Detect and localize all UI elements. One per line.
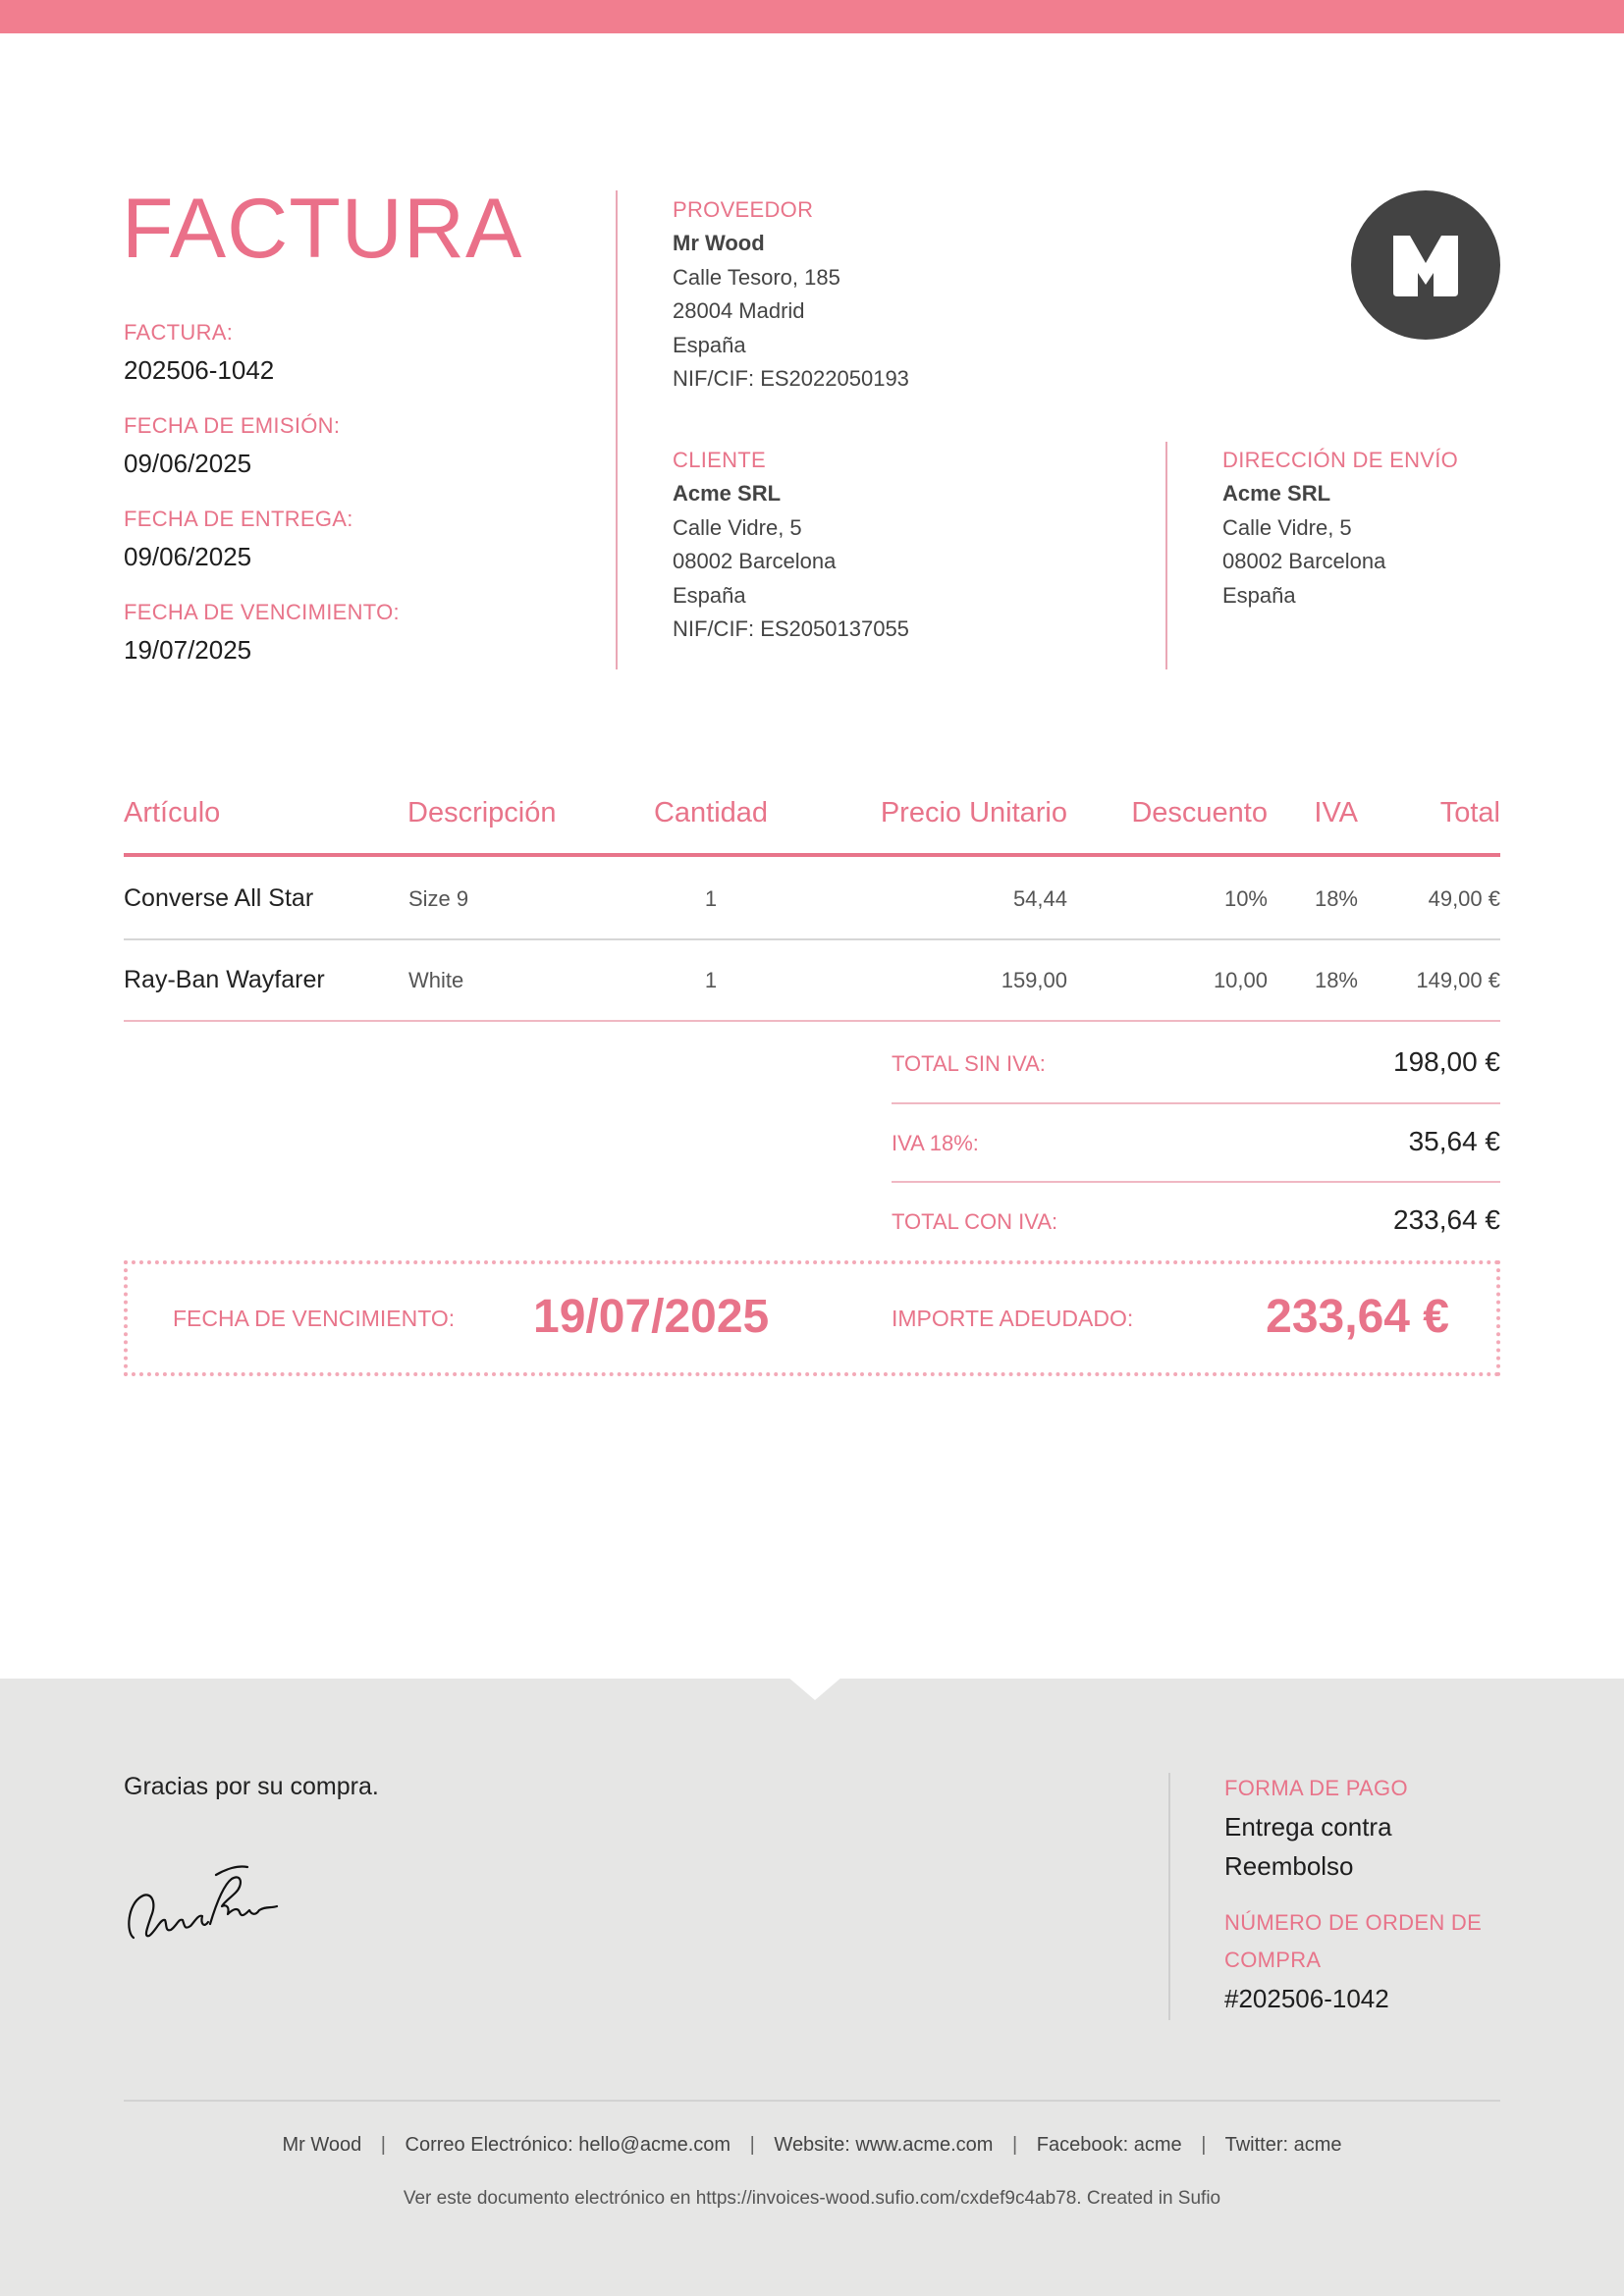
- client-name: Acme SRL: [673, 481, 782, 506]
- purchase-order-label-line2: COMPRA: [1224, 1948, 1322, 1972]
- delivery-date-block: [124, 507, 595, 572]
- subtotal-value: 198,00 €: [1393, 1046, 1500, 1077]
- vat-value: 35,64 €: [1408, 1126, 1500, 1156]
- client-address2: 08002 Barcelona: [673, 549, 837, 573]
- row1-vat: 18%: [1314, 886, 1358, 911]
- issue-date: 09/06/2025: [124, 449, 252, 478]
- meta-divider: [616, 190, 618, 669]
- footer-divider: [1168, 1773, 1170, 2020]
- footer-notch: [787, 1677, 842, 1700]
- column-header-discount: Descuento: [1131, 797, 1268, 828]
- top-accent-bar: [0, 0, 1624, 33]
- row2-unit-price: 159,00: [1001, 968, 1067, 992]
- total-value: 233,64 €: [1393, 1204, 1500, 1235]
- column-header-quantity: Cantidad: [653, 797, 769, 828]
- row1-unit-price: 54,44: [1012, 886, 1067, 911]
- shipping-name: Acme SRL: [1222, 481, 1331, 506]
- due-date: 19/07/2025: [124, 635, 252, 665]
- supplier-address1: Calle Tesoro, 185: [673, 264, 840, 290]
- due-date-block: [124, 600, 595, 666]
- row2-description: White: [408, 968, 464, 992]
- purchase-order-label-line1: NÚMERO DE ORDEN DE: [1224, 1910, 1483, 1935]
- issue-date-block: [124, 413, 595, 479]
- payment-method-line2: Reembolso: [1224, 1851, 1354, 1881]
- payment-method-label: FORMA DE PAGO: [1224, 1776, 1408, 1800]
- invoice-number-label: FACTURA:: [124, 320, 234, 345]
- contact-separator: |: [749, 2134, 755, 2156]
- amount-due-box: [124, 1260, 1500, 1376]
- page-title: FACTURA: [122, 182, 523, 276]
- row1-description: Size 9: [408, 886, 469, 911]
- document-link-note[interactable]: Ver este documento electrónico en https://invoices-wood.sufio.com/cxdef9c4ab78. Created in Sufio: [403, 2188, 1221, 2209]
- totals-rule: [892, 1102, 1500, 1104]
- issue-date-label: FECHA DE EMISIÓN:: [124, 413, 341, 438]
- delivery-date: 09/06/2025: [124, 542, 252, 571]
- due-box-date: 19/07/2025: [533, 1291, 770, 1343]
- due-box-date-label: FECHA DE VENCIMIENTO:: [173, 1306, 456, 1331]
- row1-item: Converse All Star: [124, 884, 314, 912]
- shipping-label: DIRECCIÓN DE ENVÍO: [1222, 448, 1459, 472]
- column-header-description: Descripción: [407, 797, 557, 828]
- table-header-rule: [124, 853, 1500, 857]
- row2-item: Ray-Ban Wayfarer: [124, 966, 325, 993]
- contact-line: [0, 2134, 1624, 2157]
- vat-label: IVA 18%:: [892, 1131, 979, 1155]
- total-label: TOTAL CON IVA:: [892, 1209, 1058, 1234]
- due-box-amount-label: IMPORTE ADEUDADO:: [892, 1306, 1134, 1331]
- payment-method-block: [1224, 1770, 1519, 1886]
- due-box-amount: 233,64 €: [1266, 1291, 1449, 1343]
- client-block: [673, 444, 1134, 647]
- shipping-block: [1222, 444, 1507, 613]
- row2-quantity: 1: [704, 968, 718, 992]
- row2-discount: 10,00: [1213, 968, 1268, 992]
- column-header-vat: IVA: [1314, 797, 1358, 828]
- invoice-number: 202506-1042: [124, 355, 275, 385]
- row1-total: 49,00 €: [1428, 886, 1500, 911]
- footer-rule: [124, 2100, 1500, 2102]
- column-header-total: Total: [1439, 797, 1500, 828]
- shipping-address1: Calle Vidre, 5: [1222, 514, 1352, 540]
- delivery-date-label: FECHA DE ENTREGA:: [124, 507, 353, 531]
- row1-quantity: 1: [704, 886, 718, 911]
- supplier-address2: 28004 Madrid: [673, 298, 805, 323]
- column-header-item: Artículo: [124, 797, 221, 828]
- client-label: CLIENTE: [673, 448, 767, 472]
- payment-method-line1: Entrega contra: [1224, 1812, 1392, 1842]
- purchase-order-number: #202506-1042: [1224, 1984, 1389, 2013]
- shipping-country: España: [1222, 582, 1296, 608]
- shipping-address2: 08002 Barcelona: [1222, 549, 1386, 573]
- contact-separator: |: [380, 2134, 386, 2156]
- totals-rule: [892, 1181, 1500, 1183]
- client-country: España: [673, 582, 746, 608]
- column-header-unit-price: Precio Unitario: [880, 797, 1067, 828]
- row2-total: 149,00 €: [1416, 968, 1500, 992]
- contact-website-link[interactable]: Website: www.acme.com: [774, 2134, 994, 2156]
- signature-image: [122, 1845, 289, 1953]
- row1-discount: 10%: [1223, 886, 1268, 911]
- contact-twitter-link[interactable]: Twitter: acme: [1224, 2134, 1342, 2156]
- contact-separator: |: [1012, 2134, 1018, 2156]
- contact-separator: |: [1201, 2134, 1207, 2156]
- purchase-order-block: [1224, 1904, 1519, 2018]
- supplier-country: España: [673, 332, 746, 357]
- contact-email-link[interactable]: Correo Electrónico: hello@acme.com: [405, 2134, 731, 2156]
- row2-vat: 18%: [1314, 968, 1358, 992]
- client-address1: Calle Vidre, 5: [673, 514, 802, 540]
- table-row-rule: [124, 938, 1500, 940]
- client-tax-id: NIF/CIF: ES2050137055: [673, 616, 909, 641]
- subtotal-label: TOTAL SIN IVA:: [892, 1051, 1046, 1076]
- invoice-number-block: [124, 320, 595, 386]
- contact-name: Mr Wood: [282, 2134, 362, 2156]
- supplier-label: PROVEEDOR: [673, 197, 814, 222]
- supplier-block: [673, 193, 1134, 397]
- table-end-rule: [124, 1020, 1500, 1022]
- due-date-label: FECHA DE VENCIMIENTO:: [124, 600, 400, 624]
- supplier-tax-id: NIF/CIF: ES2022050193: [673, 366, 909, 391]
- contact-facebook-link[interactable]: Facebook: acme: [1036, 2134, 1182, 2156]
- address-divider: [1165, 442, 1167, 669]
- supplier-name: Mr Wood: [673, 231, 765, 255]
- thank-you-note: Gracias por su compra.: [124, 1773, 379, 1800]
- m-logo-icon: [1351, 190, 1500, 340]
